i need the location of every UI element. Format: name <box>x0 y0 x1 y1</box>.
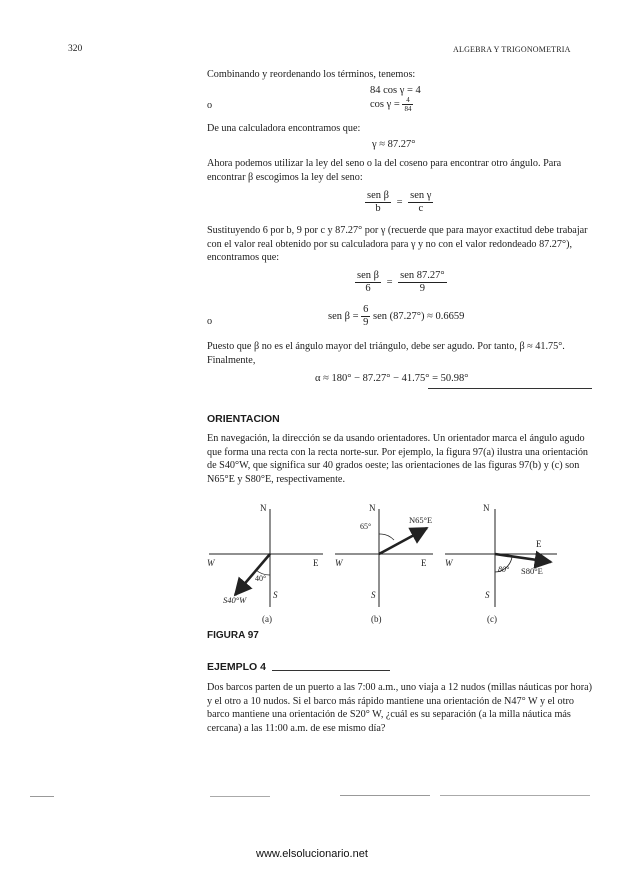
label-e-b: E <box>421 558 427 568</box>
substituted-equation <box>355 270 447 295</box>
eq2-lhs: cos γ = <box>370 98 400 110</box>
equation-cos-gamma <box>370 96 413 113</box>
example-heading: EJEMPLO 4 <box>207 661 266 673</box>
beta-rhs: sen (87.27°) ≈ 0.6659 <box>373 310 465 322</box>
page-number: 320 <box>68 44 83 54</box>
or-label-1: o <box>207 100 213 111</box>
label-s-a: S <box>273 590 278 600</box>
law-den1: b <box>375 203 381 214</box>
label-n-c: N <box>483 503 490 513</box>
law-num1: sen β <box>367 190 389 201</box>
label-n-a: N <box>260 503 267 513</box>
sub-den1: 6 <box>365 283 371 294</box>
section-rule <box>428 388 592 389</box>
bearing-arrow-b <box>379 528 427 554</box>
law-text: Ahora podemos utilizar la ley del seno o la del coseno para encontrar otro ángulo. Para encontrar β escogimos la ley del seno: <box>207 158 562 183</box>
angle-label-a: 40° <box>255 574 267 583</box>
eq2-num: 4 <box>402 96 413 105</box>
angle-arc-b <box>379 534 394 540</box>
panel-a <box>207 503 323 624</box>
scan-rule-1 <box>30 796 54 797</box>
combining-text: Combinando y reordenando los términos, tenemos: <box>207 69 416 80</box>
figure-caption: FIGURA 97 <box>207 630 259 641</box>
label-s-c: S <box>485 590 490 600</box>
beta-equation <box>328 304 464 329</box>
orientation-body: En navegación, la dirección se da usando orientadores. Un orientador marca el ángulo agudo que forma una recta con la recta norte-sur. Por ejemplo, la figura 97(a) ilustra una orientación de S40°W, que significa sur 40 grados oeste; las orientaciones de las figuras 97(b) y (c) son N65°E y S80°E, respectivamente. <box>207 433 589 485</box>
sub-num1: sen β <box>357 270 379 281</box>
sub-num2: sen 87.27° <box>400 270 445 281</box>
label-w-a: W <box>207 558 215 568</box>
law-num2: sen γ <box>410 190 432 201</box>
gamma-result: γ ≈ 87.27° <box>372 139 416 150</box>
label-w-b: W <box>335 558 343 568</box>
bearing-label-a: S40°W <box>223 595 247 605</box>
equation-cos-84: 84 cos γ = 4 <box>370 85 421 96</box>
beta-den: 9 <box>363 317 369 328</box>
or-label-2: o <box>207 316 213 327</box>
scan-rule-4 <box>440 795 590 796</box>
alpha-result: α ≈ 180° − 87.27° − 41.75° = 50.98° <box>315 373 469 384</box>
panel-letter-b: (b) <box>371 614 382 624</box>
substitution-text: Sustituyendo 6 por b, 9 por c y 87.27° por γ (recuerde que para mayor exactitud debe trabajar con el valor real obtenido por su calculadora para γ y no con el valor redondeado 87.27°), encontramos que: <box>207 225 588 264</box>
scan-rule-2 <box>210 796 270 797</box>
orientation-heading: ORIENTACION <box>207 413 280 425</box>
calculator-text: De una calculadora encontramos que: <box>207 123 361 134</box>
panel-c <box>445 503 557 624</box>
scan-rule-3 <box>340 795 430 796</box>
angle-label-c: 80° <box>498 565 510 574</box>
sub-equals: = <box>386 276 393 288</box>
label-s-b: S <box>371 590 376 600</box>
example-body: Dos barcos parten de un puerto a las 7:00 a.m., uno viaja a 12 nudos (millas náuticas por hora) y el otro a 10 nudos. Si el barco más rápido mantiene una orientación de N47° W y el otro barco mantiene una orientación de S20° W, ¿cuál es su separación (a la milla náutica más cercana) a las 11:00 a.m. de ese mismo día? <box>207 682 593 734</box>
beta-num: 6 <box>363 304 369 315</box>
law-of-sines <box>365 190 433 215</box>
angle-label-b: 65° <box>360 522 372 531</box>
since-text: Puesto que β no es el ángulo mayor del triángulo, debe ser agudo. Por tanto, β ≈ 41.75°. Finalmente, <box>207 341 565 366</box>
bearing-label-b: N65°E <box>409 515 433 525</box>
footer-url[interactable]: www.elsolucionario.net <box>256 848 368 860</box>
panel-b <box>335 503 433 624</box>
panel-letter-c: (c) <box>487 614 497 624</box>
bearing-label-c: S80°E <box>521 566 543 576</box>
law-den2: c <box>418 203 424 214</box>
running-title: ALGEBRA Y TRIGONOMETRIA <box>453 45 571 54</box>
label-e-a: E <box>313 558 319 568</box>
sub-den2: 9 <box>419 283 425 294</box>
label-e-c: E <box>536 539 542 549</box>
beta-lhs: sen β = <box>328 310 359 322</box>
example-rule <box>272 670 390 671</box>
law-equals: = <box>396 196 403 208</box>
eq2-den: 84 <box>404 105 412 113</box>
bearing-arrow-c <box>495 554 551 562</box>
figure-97 <box>195 495 625 645</box>
label-n-b: N <box>369 503 376 513</box>
panel-letter-a: (a) <box>262 614 272 624</box>
label-w-c: W <box>445 558 453 568</box>
